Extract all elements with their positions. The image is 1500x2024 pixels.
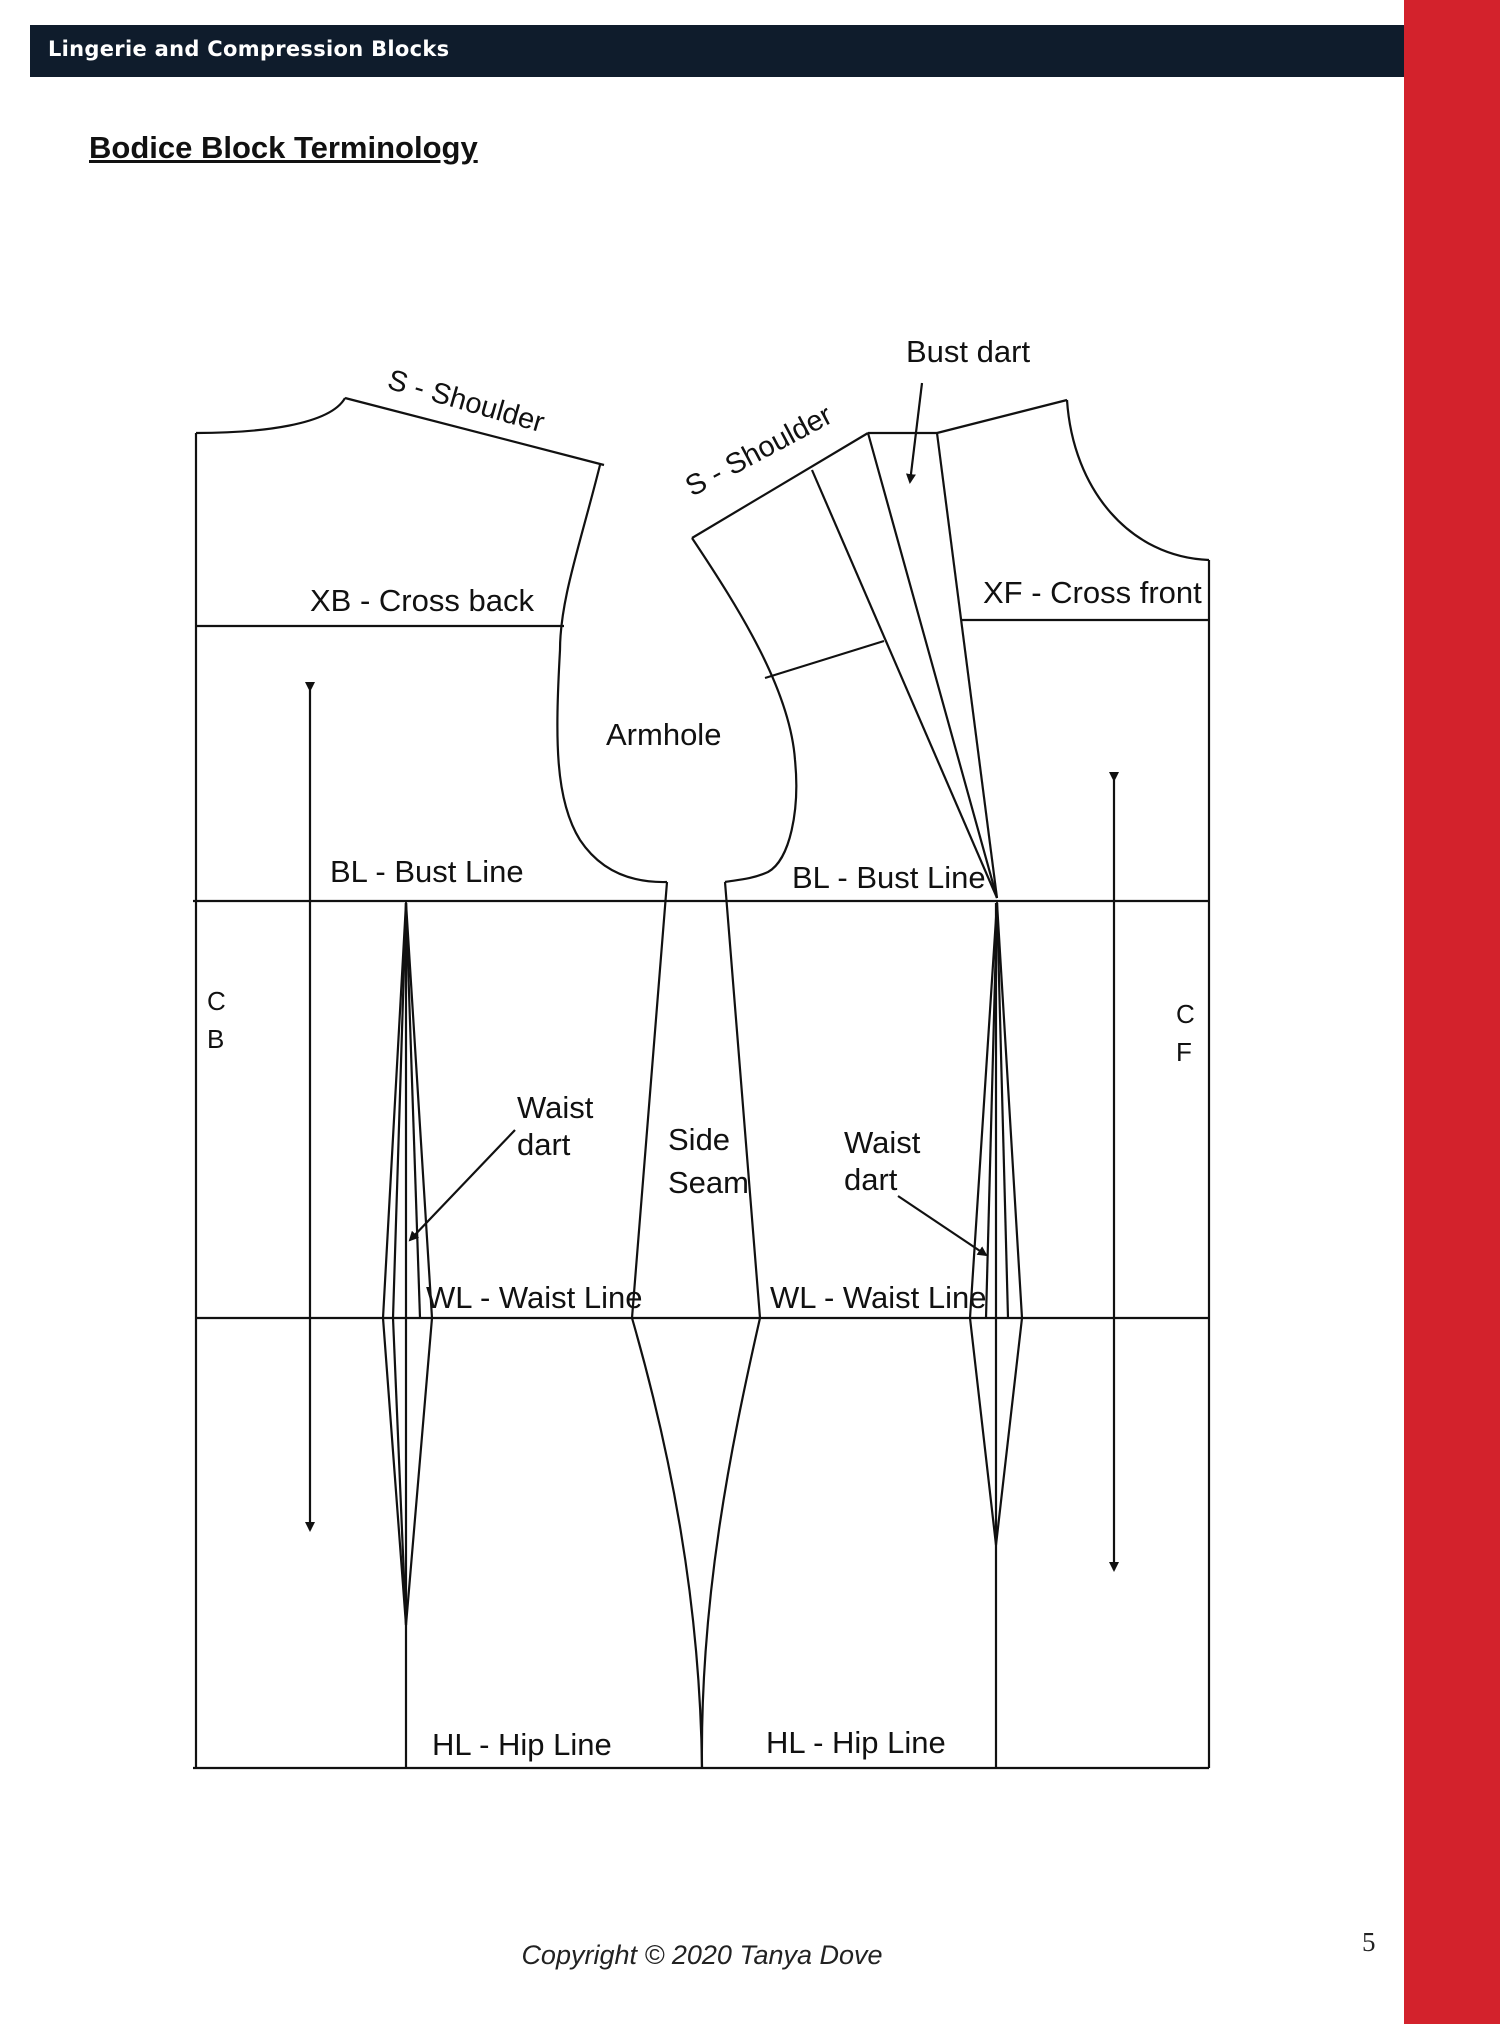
- front-hip-line-label: HL - Hip Line: [766, 1725, 946, 1760]
- cross-back-label: XB - Cross back: [310, 583, 534, 618]
- bust-dart-label: Bust dart: [906, 334, 1031, 369]
- back-side-seam: [632, 882, 702, 1768]
- bust-dart-leg-1: [868, 433, 997, 898]
- front-neckline: [1067, 400, 1209, 560]
- back-armhole-curve: [557, 465, 667, 882]
- page-number: 5: [1362, 1927, 1376, 1957]
- center-front-f: F: [1176, 1037, 1192, 1067]
- front-cross-mark: [765, 641, 884, 678]
- back-shoulder-label: S - Shoulder: [384, 363, 548, 440]
- side-seam-label-1: Side: [668, 1122, 731, 1157]
- armhole-label: Armhole: [606, 717, 722, 752]
- back-waist-dart-label-1: Waist: [517, 1090, 594, 1125]
- back-bust-line-label: BL - Bust Line: [330, 854, 524, 889]
- back-neckline: [196, 398, 345, 433]
- back-waist-line-label: WL - Waist Line: [426, 1280, 643, 1315]
- side-seam-label-2: Seam: [668, 1165, 749, 1200]
- front-waist-dart-arrow: [898, 1196, 986, 1255]
- front-waist-dart-label-1: Waist: [844, 1125, 921, 1160]
- front-side-seam: [702, 882, 760, 1768]
- back-waist-dart-label-2: dart: [517, 1127, 571, 1162]
- cross-front-label: XF - Cross front: [983, 575, 1202, 610]
- front-bust-line-label: BL - Bust Line: [792, 860, 986, 895]
- copyright-notice: Copyright © 2020 Tanya Dove: [521, 1940, 883, 1970]
- back-waist-dart: [383, 903, 432, 1625]
- back-waist-dart-arrow: [410, 1130, 515, 1240]
- center-back-c: C: [207, 986, 226, 1016]
- back-hip-line-label: HL - Hip Line: [432, 1727, 612, 1762]
- center-front-c: C: [1176, 999, 1195, 1029]
- page-title: Bodice Block Terminology: [89, 130, 478, 165]
- front-waist-line-label: WL - Waist Line: [770, 1280, 987, 1315]
- center-back-b: B: [207, 1024, 225, 1054]
- front-shoulder-segment: [937, 400, 1067, 433]
- header-title: Lingerie and Compression Blocks: [48, 37, 450, 61]
- front-armhole-curve: [692, 538, 796, 882]
- front-dart-mid-line-2: [997, 903, 1008, 1318]
- front-waist-dart-label-2: dart: [844, 1162, 898, 1197]
- front-shoulder-label: S - Shoulder: [680, 399, 838, 504]
